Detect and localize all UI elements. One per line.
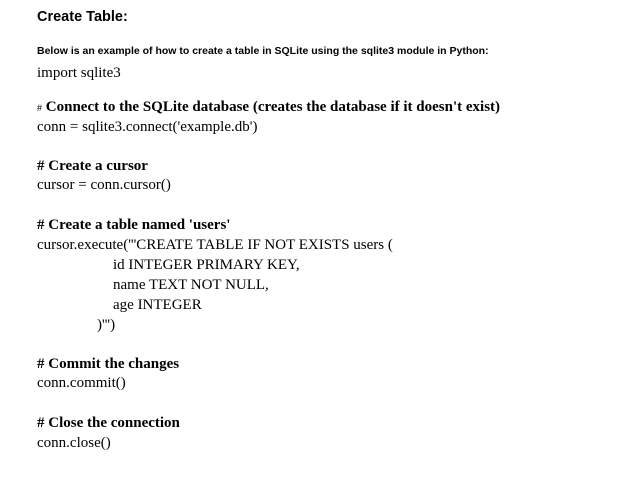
- code-close-line: conn.close(): [37, 435, 111, 451]
- comment-hash: #: [37, 103, 43, 113]
- intro-text: Below is an example of how to create a table in SQLite using the sqlite3 module in Python:: [37, 45, 489, 57]
- page-title: Create Table:: [37, 9, 128, 25]
- code-column-id: id INTEGER PRIMARY KEY,: [113, 257, 300, 273]
- code-comment-commit: # Commit the changes: [37, 356, 180, 372]
- code-comment-table: # Create a table named 'users': [37, 217, 231, 233]
- comment-connect-text: Connect to the SQLite database (creates the database if it doesn't exist): [42, 99, 501, 115]
- code-column-name: name TEXT NOT NULL,: [113, 277, 269, 293]
- code-execute-line: cursor.execute('''CREATE TABLE IF NOT EXISTS users (: [37, 237, 393, 253]
- code-comment-close: # Close the connection: [37, 415, 180, 431]
- code-commit-line: conn.commit(): [37, 375, 126, 391]
- code-close-paren: )'''): [97, 317, 116, 333]
- code-import-line: import sqlite3: [37, 65, 121, 81]
- code-comment-cursor: # Create a cursor: [37, 158, 148, 174]
- code-cursor-line: cursor = conn.cursor(): [37, 177, 171, 193]
- code-comment-connect: [37, 98, 500, 118]
- code-connect-line: conn = sqlite3.connect('example.db'): [37, 119, 258, 135]
- code-column-age: age INTEGER: [113, 297, 202, 313]
